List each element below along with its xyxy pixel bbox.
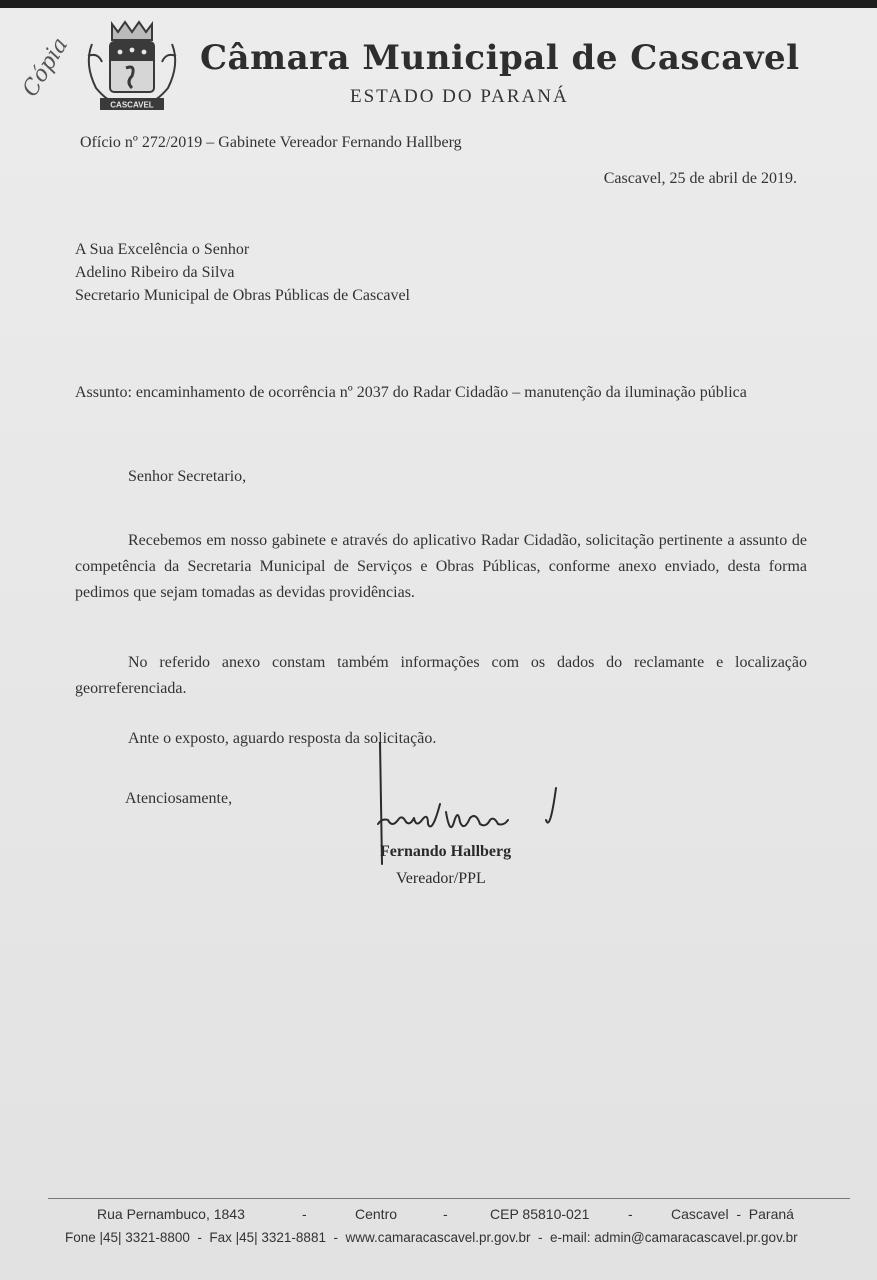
crest-banner-text: CASCAVEL [110, 100, 154, 110]
footer-cep: CEP 85810-021 [490, 1206, 590, 1222]
signer-role: Vereador/PPL [396, 870, 486, 887]
handwritten-note: Cópia [18, 33, 74, 102]
handwritten-signature [370, 742, 580, 882]
coat-of-arms-icon [82, 16, 182, 116]
office-reference: Ofício nº 272/2019 – Gabinete Vereador Fernando Hallberg [80, 134, 462, 151]
subject-line: Assunto: encaminhamento de ocorrência nº 2037 do Radar Cidadão – manutenção da iluminação pública [75, 384, 747, 401]
signer-name: Fernando Hallberg [380, 843, 512, 860]
addressee-block [75, 238, 410, 307]
closing-line: Atenciosamente, [125, 790, 233, 807]
footer-district: Centro [355, 1206, 398, 1222]
body-paragraph: No referido anexo constam também informações com os dados do reclamante e localização georreferenciada. [75, 654, 807, 697]
date-line: Cascavel, 25 de abril de 2019. [603, 170, 797, 187]
addressee-line: Secretario Municipal de Obras Públicas de Cascavel [75, 287, 410, 304]
salutation: Senhor Secretario, [128, 468, 247, 485]
footer-city-state: Cascavel - Paraná [671, 1206, 794, 1222]
footer-contact-line [65, 1230, 855, 1245]
footer-street: Rua Pernambuco, 1843 [97, 1206, 245, 1222]
top-edge-shadow [0, 0, 877, 8]
footer-address-line [0, 1206, 877, 1228]
body-paragraph: Ante o exposto, aguardo resposta da solicitação. [128, 730, 437, 747]
body-paragraph: Recebemos em nosso gabinete e através do aplicativo Radar Cidadão, solicitação pertinente a assunto de competência da Secretaria Municipal de Serviços e Obras Públicas, conforme anexo enviado, desta forma pedimos que sejam tomadas as devidas providências. [75, 532, 807, 601]
footer-separator: - [443, 1206, 448, 1222]
footer-contact-text: Fone |45| 3321-8800 - Fax |45| 3321-8881 - www.camaracascavel.pr.gov.br - e-mail: admin@camaracascavel.pr.gov.br [65, 1230, 798, 1245]
letterhead-title: Câmara Municipal de Cascavel [200, 38, 800, 78]
letterhead-subtitle: ESTADO DO PARANÁ [350, 86, 569, 107]
footer-divider [48, 1198, 850, 1199]
addressee-line: A Sua Excelência o Senhor [75, 241, 250, 258]
addressee-line: Adelino Ribeiro da Silva [75, 264, 235, 281]
footer-separator: - [628, 1206, 633, 1222]
footer-separator: - [302, 1206, 307, 1222]
